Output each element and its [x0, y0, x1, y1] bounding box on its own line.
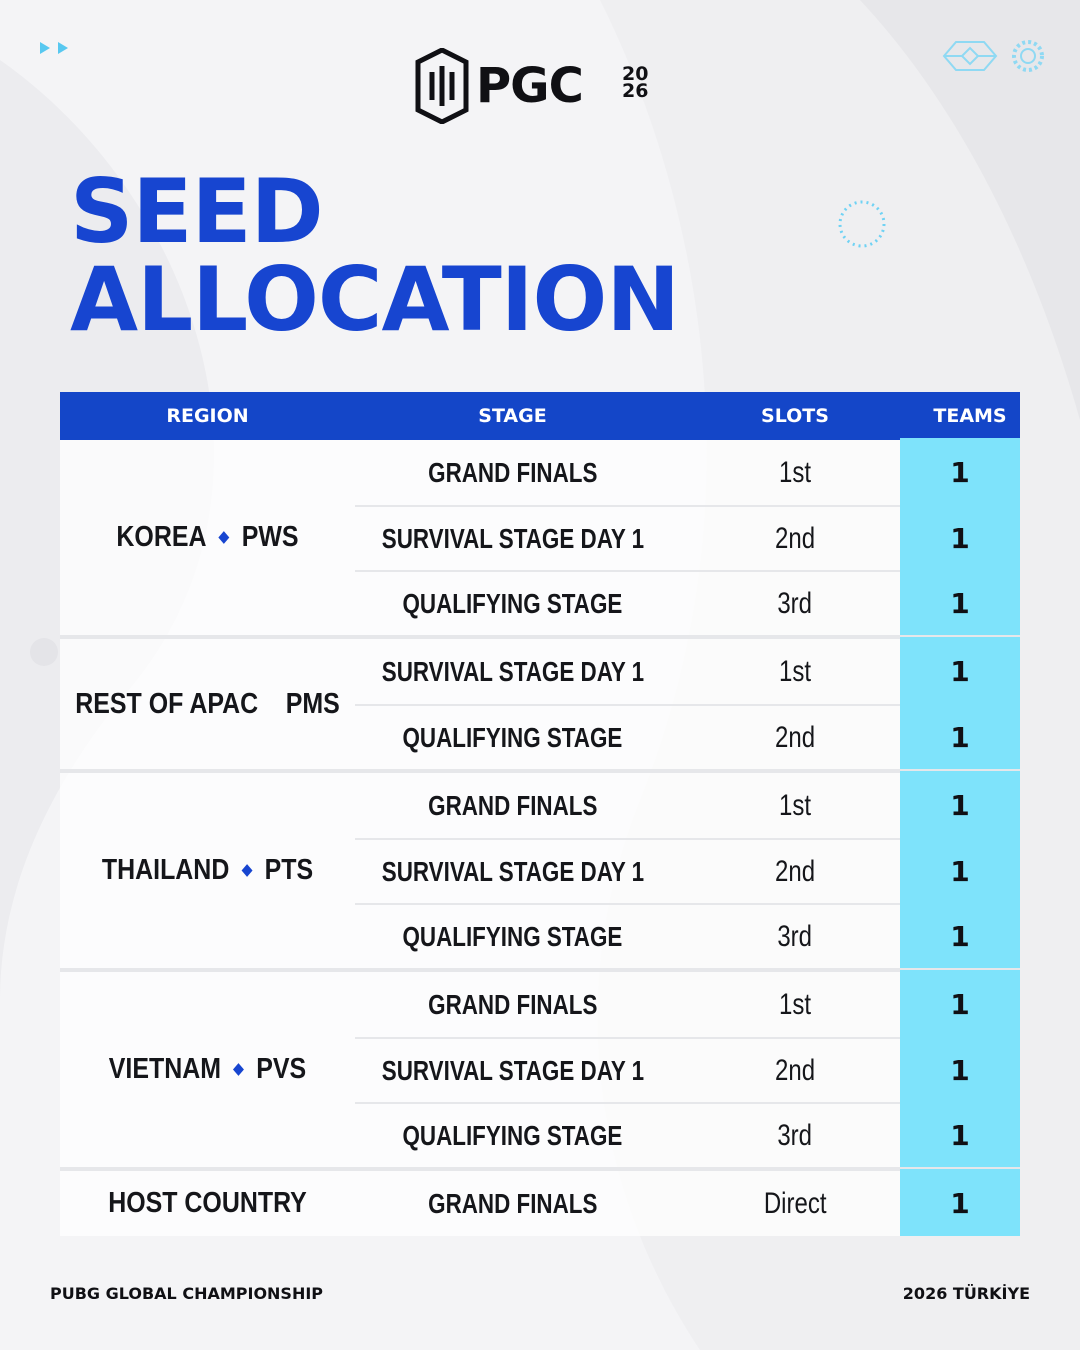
teams-cell: [920, 639, 1020, 704]
slot-cell: [670, 972, 920, 1037]
diamond-separator-icon: [269, 701, 274, 707]
stage-rows: [355, 639, 1020, 769]
seed-allocation-table: [60, 392, 1020, 1236]
region-cell: [81, 972, 335, 1167]
pgc-emblem-icon: [414, 48, 470, 124]
dashed-circle-icon: [836, 198, 888, 250]
stage-rows: [355, 773, 1020, 968]
table-row: [355, 903, 1020, 968]
league-name: PVS: [256, 1053, 307, 1085]
slot-value: 2nd: [774, 1053, 816, 1087]
stage-rows: [355, 972, 1020, 1167]
league-name: PWS: [241, 521, 299, 553]
footer-championship: PUBG GLOBAL CHAMPIONSHIP: [50, 1284, 324, 1303]
stage-cell: [355, 1171, 670, 1236]
teams-cell: [920, 1171, 1020, 1236]
logo-text: PGC: [476, 58, 583, 114]
slot-value: Direct: [763, 1186, 827, 1220]
header-stage: STAGE: [478, 405, 547, 427]
slot-value: 2nd: [774, 720, 816, 754]
table-row: [355, 972, 1020, 1037]
slot-value: 2nd: [774, 521, 816, 555]
diamond-separator-icon: [241, 864, 252, 877]
title-line-2: ALLOCATION: [70, 248, 680, 351]
teams-cell: [920, 440, 1020, 505]
logo-year: [622, 63, 670, 102]
region-group: [60, 1171, 1020, 1236]
slot-value: 2nd: [774, 854, 816, 888]
slot-cell: [670, 1104, 920, 1167]
logo-year-top: 20: [622, 63, 649, 85]
region-cell: [81, 773, 335, 968]
region-cell: [81, 440, 335, 635]
slot-cell: [670, 840, 920, 903]
slot-cell: [670, 639, 920, 704]
teams-cell: [920, 840, 1020, 903]
stage-name: GRAND FINALS: [427, 988, 598, 1020]
stage-name: QUALIFYING STAGE: [402, 920, 623, 952]
stage-cell: [355, 639, 670, 704]
stage-name: SURVIVAL STAGE DAY 1: [381, 655, 644, 687]
double-chevron-icon: [38, 38, 82, 58]
teams-count: 1: [950, 855, 970, 888]
stage-cell: [355, 972, 670, 1037]
teams-cell: [920, 507, 1020, 570]
table-row: [355, 1102, 1020, 1167]
dotted-ring-icon: [1010, 38, 1046, 74]
teams-count: 1: [950, 1119, 970, 1152]
stage-name: QUALIFYING STAGE: [402, 587, 623, 619]
stage-name: SURVIVAL STAGE DAY 1: [381, 855, 644, 887]
teams-count: 1: [950, 587, 970, 620]
slot-value: 1st: [778, 455, 812, 489]
slot-value: 3rd: [777, 1118, 813, 1152]
stage-cell: [355, 440, 670, 505]
top-right-icons: [940, 38, 1046, 79]
teams-count: 1: [950, 1054, 970, 1087]
stage-cell: [355, 1104, 670, 1167]
footer-location: 2026 TÜRKİYE: [902, 1284, 1030, 1303]
teams-count: 1: [950, 1187, 970, 1220]
table-row: [355, 773, 1020, 838]
slot-value: 3rd: [777, 586, 813, 620]
table-header: [60, 392, 1020, 440]
league-name: PTS: [264, 854, 314, 886]
teams-count: 1: [950, 655, 970, 688]
stage-name: SURVIVAL STAGE DAY 1: [381, 522, 644, 554]
table-row: [355, 570, 1020, 635]
crosshair-diamond-icon: [940, 38, 1000, 74]
table-row: [355, 838, 1020, 903]
stage-name: GRAND FINALS: [427, 456, 598, 488]
stage-cell: [355, 905, 670, 968]
table-row: [355, 639, 1020, 704]
slot-cell: [670, 440, 920, 505]
stage-name: QUALIFYING STAGE: [402, 721, 623, 753]
stage-name: GRAND FINALS: [427, 789, 598, 821]
stage-cell: [355, 507, 670, 570]
diamond-separator-icon: [233, 1063, 244, 1076]
region-name: KOREA: [116, 521, 207, 553]
teams-cell: [920, 773, 1020, 838]
stage-cell: [355, 1039, 670, 1102]
teams-count: 1: [950, 721, 970, 754]
teams-count: 1: [950, 988, 970, 1021]
teams-count: 1: [950, 522, 970, 555]
slot-cell: [670, 1039, 920, 1102]
teams-cell: [920, 1104, 1020, 1167]
slot-value: 1st: [778, 788, 812, 822]
teams-cell: [920, 1039, 1020, 1102]
region-name: HOST COUNTRY: [108, 1187, 307, 1219]
stage-cell: [355, 840, 670, 903]
header-teams: TEAMS: [933, 405, 1007, 427]
header-region: REGION: [166, 405, 249, 427]
teams-cell: [920, 972, 1020, 1037]
league-name: PMS: [285, 687, 340, 720]
slot-value: 1st: [778, 987, 812, 1021]
slot-cell: [670, 773, 920, 838]
table-row: [355, 704, 1020, 769]
teams-cell: [920, 706, 1020, 769]
region-cell: [75, 639, 340, 769]
slot-cell: [670, 905, 920, 968]
region-name: THAILAND: [101, 854, 230, 886]
table-body: [60, 440, 1020, 1236]
table-row: [355, 1037, 1020, 1102]
stage-name: SURVIVAL STAGE DAY 1: [381, 1054, 644, 1086]
title-line-1: SEED: [70, 160, 323, 263]
stage-cell: [355, 773, 670, 838]
pgc-logo: [414, 48, 666, 124]
slot-cell: [670, 706, 920, 769]
stage-rows: [355, 440, 1020, 635]
header-slots: SLOTS: [761, 405, 829, 427]
stage-name: GRAND FINALS: [427, 1187, 598, 1219]
slot-value: 1st: [778, 654, 812, 688]
table-row: [355, 440, 1020, 505]
stage-name: QUALIFYING STAGE: [402, 1119, 623, 1151]
page-title: [70, 160, 870, 351]
table-row: [355, 1171, 1020, 1236]
region-name: REST OF APAC: [75, 687, 259, 720]
teams-count: 1: [950, 920, 970, 953]
region-name: VIETNAM: [108, 1053, 222, 1085]
region-group: [60, 972, 1020, 1171]
slot-cell: [670, 572, 920, 635]
stage-cell: [355, 572, 670, 635]
stage-cell: [355, 706, 670, 769]
table-row: [355, 505, 1020, 570]
teams-count: 1: [950, 456, 970, 489]
region-cell: [81, 1171, 335, 1236]
teams-cell: [920, 905, 1020, 968]
slot-value: 3rd: [777, 919, 813, 953]
diamond-separator-icon: [219, 531, 230, 544]
region-group: [60, 639, 1020, 773]
logo-year-bottom: 26: [622, 80, 649, 102]
region-group: [60, 773, 1020, 972]
slot-cell: [670, 507, 920, 570]
slot-cell: [670, 1171, 920, 1236]
teams-cell: [920, 572, 1020, 635]
region-group: [60, 440, 1020, 639]
stage-rows: [355, 1171, 1020, 1236]
teams-count: 1: [950, 789, 970, 822]
